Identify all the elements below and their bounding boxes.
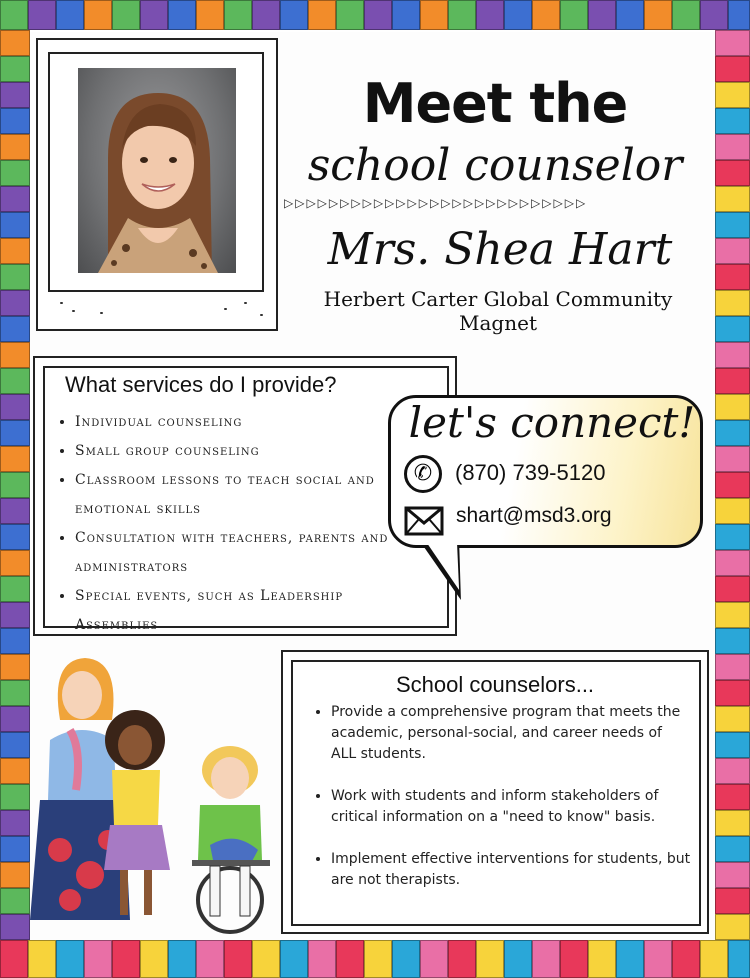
phone-number[interactable]: (870) 739-5120	[455, 460, 606, 485]
border-tile	[0, 82, 30, 108]
arrow-divider: ▷▷▷▷▷▷▷▷▷▷▷▷▷▷▷▷▷▷▷▷▷▷▷▷▷▷▷	[284, 196, 588, 210]
border-tile	[420, 0, 448, 30]
border-tile	[84, 0, 112, 30]
border-tile	[715, 654, 750, 680]
border-tile	[84, 940, 112, 978]
border-tile	[700, 940, 728, 978]
phone-icon: ✆	[404, 455, 442, 493]
border-tile	[715, 316, 750, 342]
counselors-info-box	[281, 650, 709, 934]
border-tile	[504, 0, 532, 30]
border-tile	[560, 940, 588, 978]
border-tile	[0, 30, 30, 56]
envelope-icon	[404, 506, 444, 536]
border-tile	[280, 0, 308, 30]
border-tile	[0, 342, 30, 368]
border-tile	[112, 0, 140, 30]
border-tile	[715, 212, 750, 238]
border-tile	[715, 706, 750, 732]
decor-speck	[260, 314, 263, 316]
border-tile	[336, 940, 364, 978]
border-tile	[672, 0, 700, 30]
border-tile	[0, 524, 30, 550]
decor-speck	[244, 302, 247, 304]
border-tile	[715, 576, 750, 602]
border-tile	[280, 940, 308, 978]
decor-speck	[100, 312, 103, 314]
border-tile	[224, 0, 252, 30]
border-tile	[364, 0, 392, 30]
border-tile	[715, 836, 750, 862]
boy-face	[211, 757, 249, 799]
border-tile	[0, 550, 30, 576]
service-item: • Special events, such as Leadership Assemblies	[75, 582, 395, 640]
border-tile	[588, 940, 616, 978]
border-tile	[0, 0, 28, 30]
border-tile	[0, 576, 30, 602]
border-tile	[308, 0, 336, 30]
border-tile	[715, 290, 750, 316]
school-name: Herbert Carter Global Community Magnet	[323, 287, 673, 335]
border-tile	[644, 940, 672, 978]
border-tile	[252, 0, 280, 30]
border-tile	[715, 784, 750, 810]
border-tile	[715, 108, 750, 134]
border-tile	[715, 394, 750, 420]
border-tile	[588, 0, 616, 30]
border-tile	[715, 342, 750, 368]
border-tile	[715, 82, 750, 108]
border-tile	[140, 940, 168, 978]
counselors-list	[311, 702, 691, 912]
border-tile	[728, 0, 750, 30]
border-tile	[392, 940, 420, 978]
service-item: • Consultation with teachers, parents and administrators	[75, 524, 395, 582]
border-tile	[0, 264, 30, 290]
border-tile	[0, 446, 30, 472]
border-tile	[448, 0, 476, 30]
heading-school-counselor: school counselor	[307, 140, 683, 191]
border-tile	[715, 862, 750, 888]
border-tile	[715, 56, 750, 82]
border-tile	[715, 888, 750, 914]
border-tile	[715, 134, 750, 160]
border-tile	[56, 940, 84, 978]
connect-title: let's connect!	[408, 398, 696, 447]
border-tile	[196, 0, 224, 30]
counselors-title: School counselors...	[395, 672, 595, 697]
border-tile	[728, 940, 750, 978]
border-tile	[715, 368, 750, 394]
border-tile	[140, 0, 168, 30]
border-tile	[392, 0, 420, 30]
border-tile	[0, 420, 30, 446]
border-tile	[56, 0, 84, 30]
border-tile	[448, 940, 476, 978]
border-tile	[715, 264, 750, 290]
decor-speck	[72, 310, 75, 312]
border-tile	[616, 0, 644, 30]
decor-speck	[224, 308, 227, 310]
border-tile	[0, 940, 28, 978]
teacher-face	[62, 671, 102, 719]
counselor-role-item: • Provide a comprehensive program that meets the academic, personal-social, and career needs of ALL students.	[331, 702, 691, 765]
border-tile	[0, 186, 30, 212]
border-tile	[560, 0, 588, 30]
email-address[interactable]: shart@msd3.org	[456, 504, 612, 527]
border-tile	[715, 160, 750, 186]
border-tile	[112, 940, 140, 978]
border-tile	[0, 134, 30, 160]
border-tile	[715, 186, 750, 212]
border-tile	[28, 0, 56, 30]
border-tile	[0, 498, 30, 524]
girl-shirt	[112, 770, 160, 825]
border-tile	[476, 0, 504, 30]
border-tile	[715, 238, 750, 264]
services-title: What services do I provide?	[65, 372, 337, 397]
border-tile	[336, 0, 364, 30]
border-tile	[700, 0, 728, 30]
heading-meet-the: Meet the	[362, 72, 628, 135]
girl-skirt	[104, 825, 170, 870]
border-tile	[672, 940, 700, 978]
border-tile	[715, 914, 750, 940]
border-tile	[0, 316, 30, 342]
border-tile	[420, 940, 448, 978]
counselor-photo	[78, 68, 236, 273]
border-tile	[715, 472, 750, 498]
border-tile	[715, 420, 750, 446]
border-tile	[715, 810, 750, 836]
border-tile	[308, 940, 336, 978]
service-item: • Small group counseling	[75, 437, 395, 466]
border-tile	[504, 940, 532, 978]
wheelchair-wheel	[198, 868, 262, 932]
border-tile	[28, 940, 56, 978]
counselor-role-item: • Work with students and inform stakeholders of critical information on a "need to know" basis.	[331, 786, 691, 828]
service-item: • Classroom lessons to teach social and emotional skills	[75, 466, 395, 524]
counselor-role-item: • Implement effective interventions for students, but are not therapists.	[331, 849, 691, 891]
border-tile	[0, 602, 30, 628]
border-tile	[364, 940, 392, 978]
border-tile	[0, 108, 30, 134]
girl-face	[118, 725, 152, 765]
border-tile	[715, 446, 750, 472]
decor-speck	[60, 302, 63, 304]
border-tile	[252, 940, 280, 978]
border-tile	[168, 0, 196, 30]
border-tile	[476, 940, 504, 978]
border-tile	[715, 732, 750, 758]
kids-illustration	[20, 650, 280, 940]
border-tile	[715, 550, 750, 576]
border-tile	[224, 940, 252, 978]
border-tile	[0, 212, 30, 238]
border-tile	[644, 0, 672, 30]
border-tile	[715, 602, 750, 628]
border-tile	[715, 524, 750, 550]
border-tile	[0, 56, 30, 82]
service-item: • Individual counseling	[75, 408, 395, 437]
border-tile	[168, 940, 196, 978]
border-tile	[0, 394, 30, 420]
border-tile	[616, 940, 644, 978]
border-tile	[0, 290, 30, 316]
border-tile	[0, 238, 30, 264]
border-tile	[715, 628, 750, 654]
border-tile	[0, 472, 30, 498]
border-tile	[715, 30, 750, 56]
border-tile	[196, 940, 224, 978]
border-tile	[715, 758, 750, 784]
counselor-name: Mrs. Shea Hart	[327, 224, 673, 275]
portrait-illustration	[78, 68, 236, 273]
border-tile	[532, 0, 560, 30]
border-tile	[715, 680, 750, 706]
border-tile	[532, 940, 560, 978]
border-tile	[715, 498, 750, 524]
services-list	[55, 408, 395, 640]
border-tile	[0, 368, 30, 394]
border-tile	[0, 160, 30, 186]
